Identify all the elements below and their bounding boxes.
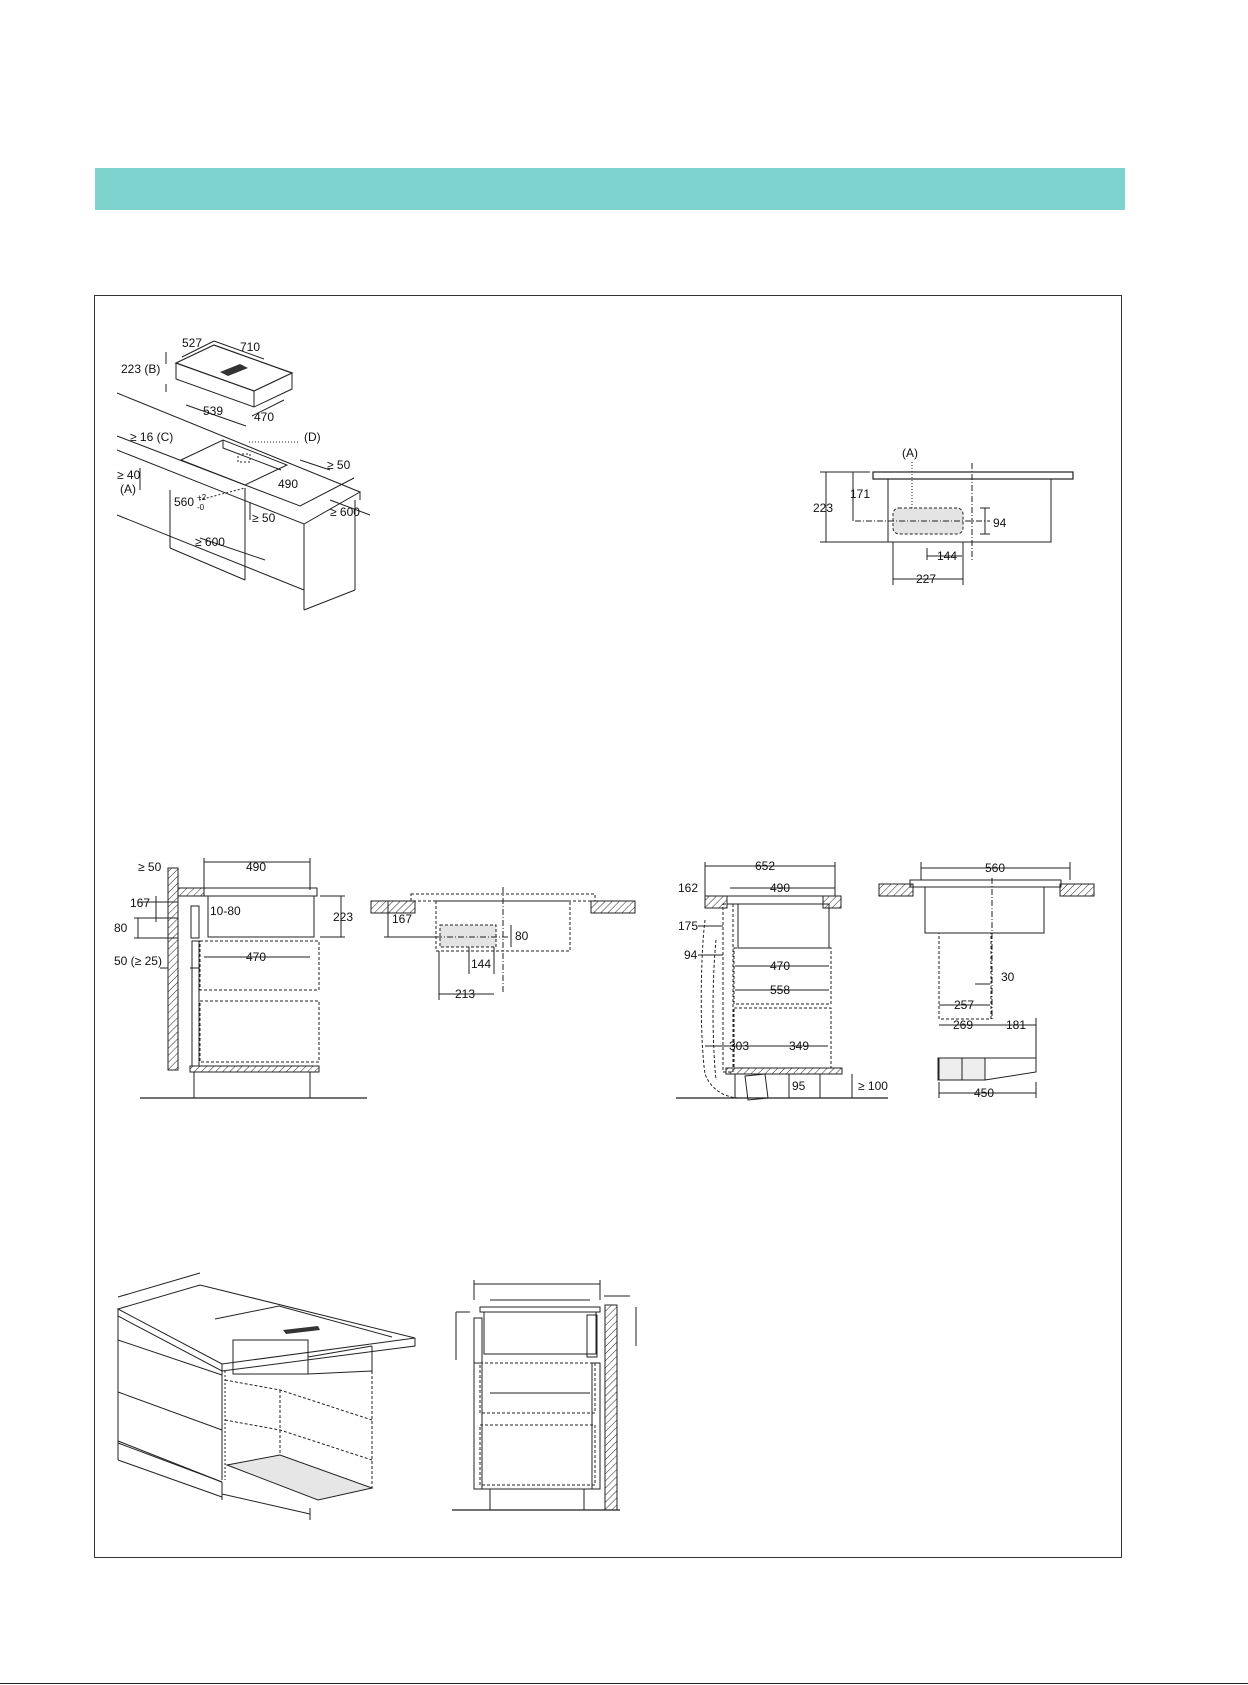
dim-94-plinth: 94 (684, 948, 698, 962)
diagram-duct-run-side (879, 862, 1094, 1098)
dim-213: 213 (455, 987, 476, 1001)
dim-710: 710 (240, 340, 261, 354)
dim-min-50-wall: ≥ 50 (138, 860, 162, 874)
dim-223-wall: 223 (333, 910, 354, 924)
dim-303: 303 (729, 1039, 750, 1053)
label-a-duct: (A) (902, 446, 918, 460)
dim-min-16-c: ≥ 16 (C) (130, 430, 174, 444)
diagram-isometric-cutout (117, 341, 370, 610)
label-d: (D) (304, 430, 321, 444)
dim-171: 171 (850, 487, 871, 501)
dim-175: 175 (678, 919, 699, 933)
dim-80-plan: 80 (515, 929, 529, 943)
dim-144-duct: 144 (937, 549, 958, 563)
dim-652: 652 (755, 859, 776, 873)
dim-223-duct: 223 (813, 501, 834, 515)
dim-539: 539 (203, 404, 224, 418)
dim-94: 94 (993, 516, 1007, 530)
dim-257: 257 (954, 998, 975, 1012)
diagram-duct-plan (371, 887, 635, 1000)
dim-min-40: ≥ 40 (117, 468, 141, 482)
dim-560-tolerance-minus: -0 (197, 503, 205, 512)
dim-490-wall: 490 (246, 860, 267, 874)
dim-min-50-lower: ≥ 50 (252, 511, 276, 525)
dim-min-600-right: ≥ 600 (330, 505, 360, 519)
dim-167-wall: 167 (130, 896, 151, 910)
dim-349: 349 (789, 1039, 810, 1053)
dim-min-50-right: ≥ 50 (327, 458, 351, 472)
diagram-duct-section (820, 462, 1073, 585)
diagram-island-isometric (118, 1273, 415, 1520)
dim-50-min-25: 50 (≥ 25) (114, 954, 162, 968)
dim-227: 227 (916, 572, 937, 586)
dim-80-wall: 80 (114, 921, 128, 935)
dim-560: 560 (174, 495, 195, 509)
dim-470: 470 (254, 410, 275, 424)
dim-490-plinth: 490 (770, 881, 791, 895)
dim-527: 527 (182, 336, 203, 350)
dim-95: 95 (792, 1079, 806, 1093)
dim-558: 558 (770, 983, 791, 997)
dim-470-plinth: 470 (770, 959, 791, 973)
diagram-wall-section (134, 858, 367, 1098)
diagram-plinth-section (676, 862, 888, 1100)
label-a: (A) (120, 482, 136, 496)
dim-min-600-front: ≥ 600 (195, 535, 225, 549)
dim-167-plan: 167 (392, 912, 413, 926)
diagram-wall-section-unlabelled (452, 1280, 636, 1510)
dim-560-side: 560 (985, 861, 1006, 875)
dim-560-tolerance-plus: +2 (197, 493, 207, 502)
footer-rule (0, 1683, 1248, 1684)
dim-450: 450 (974, 1086, 995, 1100)
dim-30: 30 (1001, 970, 1015, 984)
dim-490: 490 (278, 477, 299, 491)
dim-181: 181 (1006, 1018, 1027, 1032)
dim-10-80: 10-80 (210, 904, 241, 918)
dim-223-b: 223 (B) (121, 362, 161, 376)
dim-144-plan: 144 (471, 957, 492, 971)
dim-min-100: ≥ 100 (858, 1079, 888, 1093)
dim-470-wall: 470 (246, 950, 267, 964)
dim-269: 269 (953, 1018, 974, 1032)
dim-162: 162 (678, 881, 699, 895)
